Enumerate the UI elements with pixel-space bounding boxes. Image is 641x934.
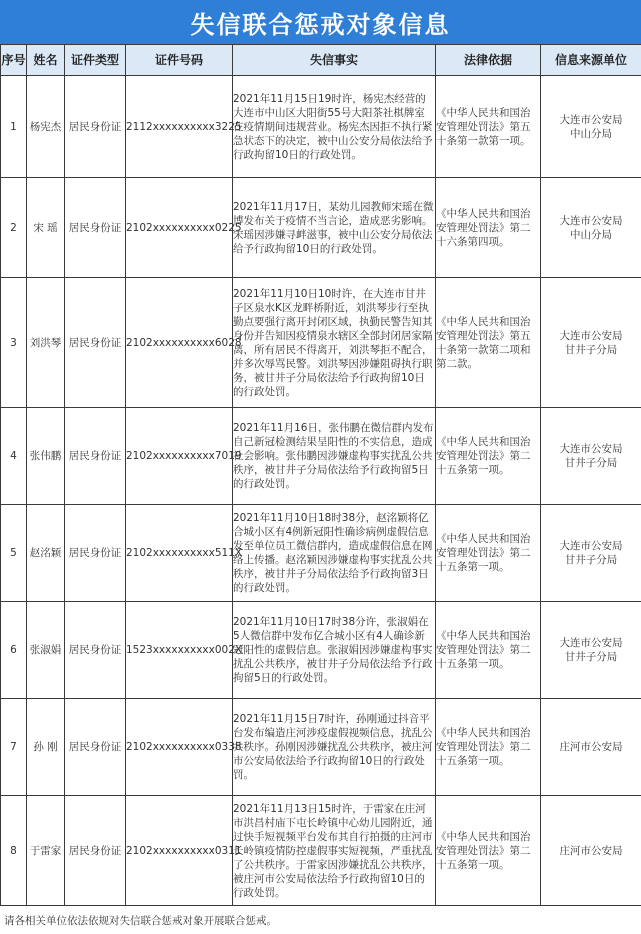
- footer-note: 请各相关单位依法依规对失信联合惩戒对象开展联合惩戒。: [0, 908, 641, 934]
- row-source: 大连市公安局 甘井子分局: [541, 408, 641, 505]
- row-fact: 2021年11月10日10时许，在大连市甘井子区泉水K区龙畔桥附近，刘洪琴步行至执勤点要强行离开封闭区域，执勤民警告知其身份并告知因疫情泉水辖区全部封闭居家隔离，所有居民不得离开，刘洪琴拒不配合，并多次辱骂民警。刘洪琴因涉嫌阻碍执行职务，被甘井子分局依法给予行政拘留10日的行政处罚。: [233, 278, 436, 408]
- row-id-type: 居民身份证: [65, 178, 126, 278]
- row-name: 孙 刚: [27, 699, 65, 796]
- row-name: 于雷家: [27, 796, 65, 906]
- row-source: 庄河市公安局: [541, 699, 641, 796]
- row-name: 宋 瑶: [27, 178, 65, 278]
- row-id-type: 居民身份证: [65, 76, 126, 178]
- row-law: 《中华人民共和国治安管理处罚法》第二十五条第一项。: [436, 796, 541, 906]
- row-id-type: 居民身份证: [65, 505, 126, 602]
- row-law: 《中华人民共和国治安管理处罚法》第二十五条第一项。: [436, 699, 541, 796]
- row-id-no: 2102xxxxxxxxxx6028: [126, 278, 233, 408]
- row-source: 庄河市公安局: [541, 796, 641, 906]
- row-fact: 2021年11月16日，张伟鹏在微信群内发布自己新冠检测结果呈阳性的不实信息，造成社会影响。张伟鹏因涉嫌虚构事实扰乱公共秩序，被甘井子分局依法给予行政拘留5日的行政处罚。: [233, 408, 436, 505]
- row-id-no: 2102xxxxxxxxxx0338: [126, 699, 233, 796]
- header-name: 姓名: [27, 45, 65, 76]
- row-source: 大连市公安局 甘井子分局: [541, 602, 641, 699]
- row-law: 《中华人民共和国治安管理处罚法》第五十条第一款第一项。: [436, 76, 541, 178]
- row-fact: 2021年11月15日19时许，杨宪杰经营的大连市中山区大阳街55号大阳茶社棋牌室在疫情期间违规营业。杨宪杰因拒不执行紧急状态下的决定，被中山公安分局依法给予行政拘留10日的行政处罚。: [233, 76, 436, 178]
- row-id-type: 居民身份证: [65, 278, 126, 408]
- row-name: 张伟鹏: [27, 408, 65, 505]
- row-law: 《中华人民共和国治安管理处罚法》第二十五条第一项。: [436, 505, 541, 602]
- row-fact: 2021年11月10日18时38分，赵洺颖将亿合城小区有4例新冠阳性确诊病例虚假信息发至单位员工微信群内，造成虚假信息在网络上传播。赵洺颖因涉嫌虚构事实扰乱公共秩序，被甘井子分局依法给予行政拘留3日的行政处罚。: [233, 505, 436, 602]
- row-source: 大连市公安局 中山分局: [541, 76, 641, 178]
- row-no: 2: [1, 178, 27, 278]
- table-row: [1, 408, 641, 505]
- table-row: [1, 505, 641, 602]
- row-no: 6: [1, 602, 27, 699]
- row-law: 《中华人民共和国治安管理处罚法》第五十条第一款第二项和第二款。: [436, 278, 541, 408]
- header-law: 法律依据: [436, 45, 541, 76]
- row-no: 7: [1, 699, 27, 796]
- row-id-no: 2102xxxxxxxxxx0311: [126, 796, 233, 906]
- row-id-type: 居民身份证: [65, 796, 126, 906]
- row-id-no: 2102xxxxxxxxxx0225: [126, 178, 233, 278]
- row-name: 赵洺颖: [27, 505, 65, 602]
- row-source: 大连市公安局 甘井子分局: [541, 278, 641, 408]
- row-id-no: 1523xxxxxxxxxx002X: [126, 602, 233, 699]
- header-no: 序号: [1, 45, 27, 76]
- row-name: 张淑娟: [27, 602, 65, 699]
- row-source: 大连市公安局 中山分局: [541, 178, 641, 278]
- page-title: 失信联合惩戒对象信息: [0, 0, 641, 44]
- punishment-table: [0, 44, 641, 906]
- table-row: [1, 699, 641, 796]
- row-fact: 2021年11月15日7时许，孙刚通过抖音平台发布编造庄河涉疫虚假视频信息，扰乱公共秩序。孙刚因涉嫌扰乱公共秩序，被庄河市公安局依法给予行政拘留10日的行政处罚。: [233, 699, 436, 796]
- row-law: 《中华人民共和国治安管理处罚法》第二十五条第一项。: [436, 602, 541, 699]
- row-no: 4: [1, 408, 27, 505]
- row-fact: 2021年11月17日，某幼儿园教师宋瑶在微博发布关于疫情不当言论，造成恶劣影响。宋瑶因涉嫌寻衅滋事，被中山公安分局依法给予行政拘留10日的行政处罚。: [233, 178, 436, 278]
- row-no: 8: [1, 796, 27, 906]
- row-name: 刘洪琴: [27, 278, 65, 408]
- row-name: 杨宪杰: [27, 76, 65, 178]
- row-no: 5: [1, 505, 27, 602]
- header-id-no: 证件号码: [126, 45, 233, 76]
- row-no: 1: [1, 76, 27, 178]
- table-row: [1, 796, 641, 906]
- row-id-type: 居民身份证: [65, 408, 126, 505]
- table-header-row: [1, 45, 641, 76]
- row-fact: 2021年11月10日17时38分许，张淑娟在5人微信群中发布亿合城小区有4人确诊新冠阳性的虚假信息。张淑娟因涉嫌虚构事实扰乱公共秩序，被甘井子分局依法给予行政拘留5日的行政处罚。: [233, 602, 436, 699]
- table-row: [1, 602, 641, 699]
- header-source: 信息来源单位: [541, 45, 641, 76]
- row-id-no: 2102xxxxxxxxxx511X: [126, 505, 233, 602]
- header-fact: 失信事实: [233, 45, 436, 76]
- table-row: [1, 278, 641, 408]
- row-id-no: 2112xxxxxxxxxx3225: [126, 76, 233, 178]
- table-row: [1, 178, 641, 278]
- row-id-type: 居民身份证: [65, 602, 126, 699]
- row-source: 大连市公安局 甘井子分局: [541, 505, 641, 602]
- row-id-no: 2102xxxxxxxxxx7019: [126, 408, 233, 505]
- header-id-type: 证件类型: [65, 45, 126, 76]
- table-row: [1, 76, 641, 178]
- row-fact: 2021年11月13日15时许，于雷家在庄河市洪昌村庙下屯长岭镇中心幼儿园附近，通过快手短视频平台发布其自行拍摄的庄河市长岭镇疫情防控虚假事实短视频，严重扰乱了公共秩序。于雷家因涉嫌扰乱公共秩序，被庄河市公安局依法给予行政拘留10日的行政处罚。: [233, 796, 436, 906]
- row-no: 3: [1, 278, 27, 408]
- row-law: 《中华人民共和国治安管理处罚法》第二十六条第四项。: [436, 178, 541, 278]
- row-law: 《中华人民共和国治安管理处罚法》第二十五条第一项。: [436, 408, 541, 505]
- row-id-type: 居民身份证: [65, 699, 126, 796]
